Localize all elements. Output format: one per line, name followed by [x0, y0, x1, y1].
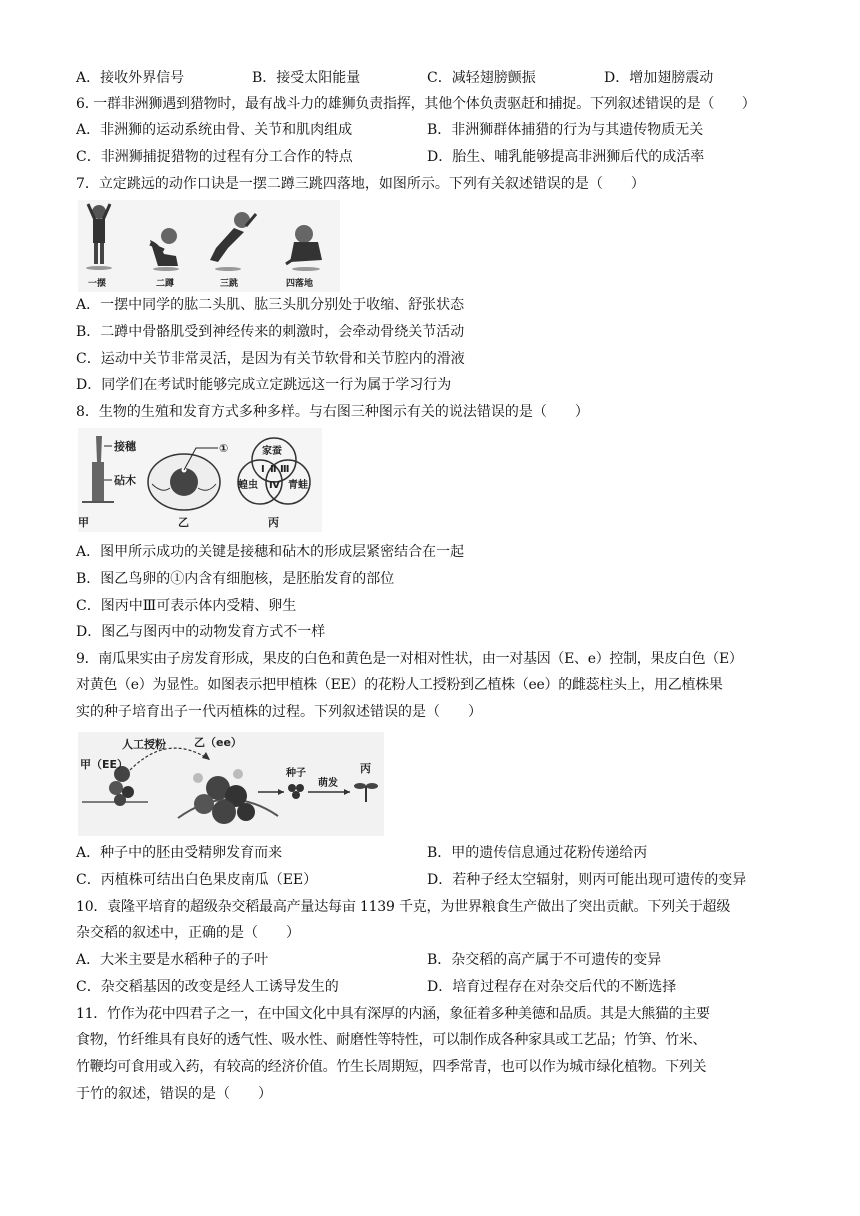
q7-option-d: D．同学们在考试时能够完成立定跳远这一行为属于学习行为 [76, 377, 452, 393]
q9-stem-line2: 对黄色（e）为显性。如图表示把甲植株（EE）的花粉人工授粉到乙植株（ee）的雌蕊柱头上，用乙植株果 [76, 677, 723, 693]
q9-stem-line1: 9．南瓜果实由子房发育形成，果皮的白色和黄色是一对相对性状，由一对基因（E、e）控制，果皮白色（E） [76, 651, 743, 667]
q7-stem: 7．立定跳远的动作口诀是一摆二蹲三跳四落地，如图所示。下列有关叙述错误的是（ ） [76, 176, 645, 192]
figure-label-crouch: 二蹲 [156, 279, 175, 289]
q8-option-b: B．图乙鸟卵的①内含有细胞核，是胚胎发育的部位 [76, 571, 395, 587]
figure-label-jump: 三跳 [220, 279, 239, 289]
q10-stem-line2: 杂交稻的叙述中，正确的是（ ） [76, 925, 300, 941]
figure-jia-caption: 甲 [78, 516, 89, 529]
q8-stem: 8．生物的生殖和发育方式多种多样。与右图三种图示有关的说法错误的是（ ） [76, 404, 589, 420]
q7-option-c: C．运动中关节非常灵活，是因为有关节软骨和关节腔内的滑液 [76, 351, 465, 367]
plant-jia-label: 甲（EE） [80, 758, 129, 771]
q9-option-d: D．若种子经太空辐射，则丙可能出现可遗传的变异 [427, 872, 747, 888]
q6-option-d: D．胎生、哺乳能够提高非洲狮后代的成活率 [427, 149, 705, 165]
q9-option-b: B．甲的遗传信息通过花粉传递给丙 [427, 845, 648, 861]
q5-option-a: A．接收外界信号 [76, 70, 185, 86]
plant-yi-label: 乙（ee） [194, 736, 242, 749]
egg-marker-1: ① [219, 442, 229, 455]
q5-option-c: C．减轻翅膀颤振 [427, 70, 536, 86]
venn-region-1: Ⅰ [261, 464, 265, 475]
figure-label-swing: 一摆 [88, 279, 107, 289]
q11-stem-line4: 于竹的叙述，错误的是（ ） [76, 1086, 272, 1102]
rootstock-label: 砧木 [114, 474, 136, 487]
q10-option-a: A．大米主要是水稻种子的子叶 [76, 952, 269, 968]
figure-bing-caption: 丙 [268, 516, 279, 529]
figure-yi-caption: 乙 [178, 516, 189, 529]
seed-label: 种子 [286, 768, 306, 779]
figure-label-landing: 四落地 [286, 279, 314, 289]
q6-option-c: C．非洲狮捕捉猎物的过程有分工合作的特点 [76, 149, 353, 165]
q11-stem-line1: 11．竹作为花中四君子之一，在中国文化中具有深厚的内涵，象征着多种美德和品质。其是大熊猫的主要 [76, 1006, 710, 1022]
germinate-label: 萌发 [318, 778, 338, 789]
scion-label: 接穗 [114, 440, 136, 453]
venn-region-2: Ⅱ [270, 464, 277, 475]
q8-reproduction-figure [78, 428, 322, 532]
q10-option-c: C．杂交稻基因的改变是经人工诱导发生的 [76, 979, 339, 995]
q7-long-jump-figure [78, 200, 340, 292]
q9-option-a: A．种子中的胚由受精卵发育而来 [76, 845, 283, 861]
q10-option-b: B．杂交稻的高产属于不可遗传的变异 [427, 952, 662, 968]
q9-pumpkin-figure [78, 732, 384, 836]
q10-option-d: D．培育过程存在对杂交后代的不断选择 [427, 979, 677, 995]
q10-stem-line1: 10．袁隆平培育的超级杂交稻最高产量达每亩 1139 千克，为世界粮食生产做出了突出贡献。下列关于超级 [76, 899, 731, 915]
q9-option-c: C．丙植株可结出白色果皮南瓜（EE） [76, 872, 318, 888]
q8-option-c: C．图丙中Ⅲ可表示体内受精、卵生 [76, 598, 297, 614]
q6-option-a: A．非洲狮的运动系统由骨、关节和肌肉组成 [76, 122, 353, 138]
q5-option-b: B．接受太阳能量 [252, 70, 361, 86]
q6-option-b: B．非洲狮群体捕猎的行为与其遗传物质无关 [427, 122, 704, 138]
q7-option-b: B．二蹲中骨骼肌受到神经传来的刺激时，会牵动骨绕关节活动 [76, 324, 465, 340]
venn-region-4: Ⅳ [269, 480, 280, 491]
q11-stem-line2: 食物，竹纤维具有良好的透气性、吸水性、耐磨性等特性，可以制作成各种家具或工艺品；竹笋、竹米、 [76, 1032, 707, 1048]
q6-stem: 6. 一群非洲狮遇到猎物时，最有战斗力的雄狮负责指挥，其他个体负责驱赶和捕捉。下列叙述错误的是（ ） [76, 96, 756, 112]
q7-option-a: A．一摆中同学的肱二头肌、肱三头肌分别处于收缩、舒张状态 [76, 297, 465, 313]
seedling-bing-label: 丙 [360, 762, 371, 775]
venn-region-3: Ⅲ [280, 464, 290, 475]
venn-locust: 蝗虫 [238, 480, 258, 491]
q5-option-d: D．增加翅膀震动 [604, 70, 714, 86]
q8-option-a: A．图甲所示成功的关键是接穗和砧木的形成层紧密结合在一起 [76, 544, 465, 560]
q8-option-d: D．图乙与图丙中的动物发育方式不一样 [76, 624, 326, 640]
pollination-label: 人工授粉 [122, 738, 166, 751]
q9-stem-line3: 实的种子培育出子一代丙植株的过程。下列叙述错误的是（ ） [76, 704, 482, 720]
venn-frog: 青蛙 [288, 480, 308, 491]
venn-silkworm: 家蚕 [262, 446, 282, 457]
q11-stem-line3: 竹鞭均可食用或入药，有较高的经济价值。竹生长周期短，四季常青，也可以作为城市绿化植物。下列关 [76, 1059, 707, 1075]
